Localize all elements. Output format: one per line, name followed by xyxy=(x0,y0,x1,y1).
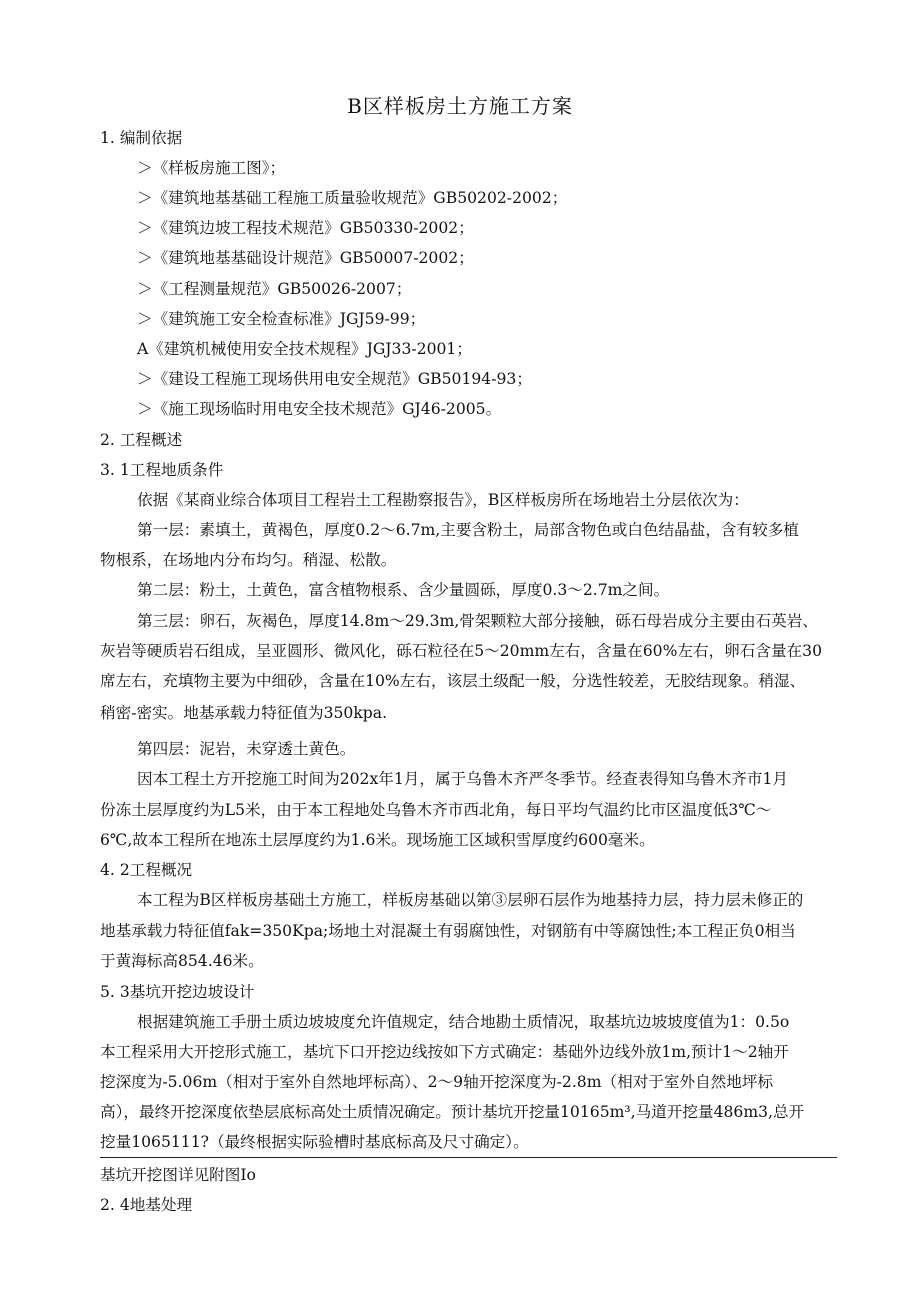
paragraph-line: 因本工程土方开挖施工时间为202x年1月，属于乌鲁木齐严冬季节。经查表得知乌鲁木齐市1月 xyxy=(137,770,788,788)
paragraph-line: 地基承载力特征值fak=350Kpa;场地土对混凝土有弱腐蚀性，对钢筋有中等腐蚀性;本工程正负0相当 xyxy=(100,922,796,940)
reference-item: ＞《建设工程施工现场供用电安全规范》GB50194-93； xyxy=(137,370,532,388)
reference-item: ＞《样板房施工图》； xyxy=(137,159,286,177)
paragraph-line: 稍密-密实。地基承载力特征值为350kpa. xyxy=(100,704,388,722)
paragraph-line: 物根系，在场地内分布均匀。稍湿、松散。 xyxy=(100,551,397,569)
reference-item: ＞《施工现场临时用电安全技术规范》GJ46-2005。 xyxy=(137,400,502,418)
paragraph-line: 依据《某商业综合体项目工程岩土工程勘察报告》，B区样板房所在场地岩土分层依次为： xyxy=(137,491,749,509)
section-heading-basis: 1. 编制依据 xyxy=(100,129,183,147)
paragraph-line: 本工程为B区样板房基础土方施工，样板房基础以第③层卵石层作为地基持力层，持力层未修正的 xyxy=(137,891,804,909)
paragraph-line: 灰岩等硬质岩石组成，呈亚圆形、微风化，砾石粒径在5～20mm左右，含量在60%左右，卵石含量在30 xyxy=(100,642,822,660)
reference-item: ＞《建筑地基基础工程施工质量验收规范》GB50202-2002； xyxy=(137,189,568,207)
paragraph-line: 第二层：粉土，土黄色，富含植物根系、含少量圆砾，厚度0.3～2.7m之间。 xyxy=(137,581,670,599)
paragraph-line: 6℃,故本工程所在地冻土层厚度约为1.6米。现场施工区域积雪厚度约600毫米。 xyxy=(100,831,655,849)
paragraph-line: 挖深度为-5.06m（相对于室外自然地坪标高）、2～9轴开挖深度为-2.8m（相对于室外自然地坪标 xyxy=(100,1073,774,1091)
paragraph-line: 第三层：卵石，灰褐色，厚度14.8m～29.3m,骨架颗粒大部分接触，砾石母岩成分主要由石英岩、 xyxy=(137,612,818,630)
paragraph-line: 挖量1065111?（最终根据实际验槽时基底标高及尺寸确定）。 xyxy=(100,1133,529,1151)
paragraph-line: 席左右，充填物主要为中细砂，含量在10%左右，该层土级配一般，分选性较差，无胶结现象。稍湿、 xyxy=(100,672,806,690)
reference-item: ＞《建筑地基基础设计规范》GB50007-2002； xyxy=(137,249,474,267)
section-heading-slope: 5. 3基坑开挖边坡设计 xyxy=(100,983,255,1001)
reference-item: ＞《建筑施工安全检查标准》JGJ59-99； xyxy=(137,310,426,328)
reference-item: ＞《工程测量规范》GB50026-2007； xyxy=(137,280,412,298)
paragraph-line: 根据建筑施工手册土质边坡坡度允许值规定，结合地勘土质情况，取基坑边坡坡度值为1：0.5o xyxy=(137,1013,790,1031)
section-heading-foundation: 2. 4地基处理 xyxy=(100,1196,193,1214)
figure-reference: 基坑开挖图详见附图Io xyxy=(100,1166,256,1184)
paragraph-line: 第一层：素填土，黄褐色，厚度0.2～6.7m,主要含粉土，局部含物色或白色结晶盐，含有较多植 xyxy=(137,521,799,539)
paragraph-line: 份冻土层厚度约为L5米，由于本工程地处乌鲁木齐市西北角，每日平均气温约比市区温度低3℃～ xyxy=(100,801,772,819)
section-heading-project: 4. 2工程概况 xyxy=(100,861,193,879)
paragraph-line: 高），最终开挖深度依垫层底标高处土质情况确定。预计基坑开挖量10165m³,马道开挖量486m3,总开 xyxy=(100,1103,805,1121)
reference-item: A《建筑机械使用安全技术规程》JGJ33-2001； xyxy=(137,340,472,358)
reference-item: ＞《建筑边坡工程技术规范》GB50330-2002； xyxy=(137,219,474,237)
section-heading-geology: 3. 1工程地质条件 xyxy=(100,461,224,479)
section-heading-overview: 2. 工程概述 xyxy=(100,431,183,449)
divider-line xyxy=(100,1157,837,1158)
paragraph-line: 第四层：泥岩，未穿透土黄色。 xyxy=(137,740,356,758)
paragraph-line: 本工程采用大开挖形式施工，基坑下口开挖边线按如下方式确定：基础外边线外放1m,预计1～2轴开 xyxy=(100,1043,789,1061)
paragraph-line: 于黄海标高854.46米。 xyxy=(100,952,264,970)
document-title: B区样板房土方施工方案 xyxy=(347,94,573,118)
